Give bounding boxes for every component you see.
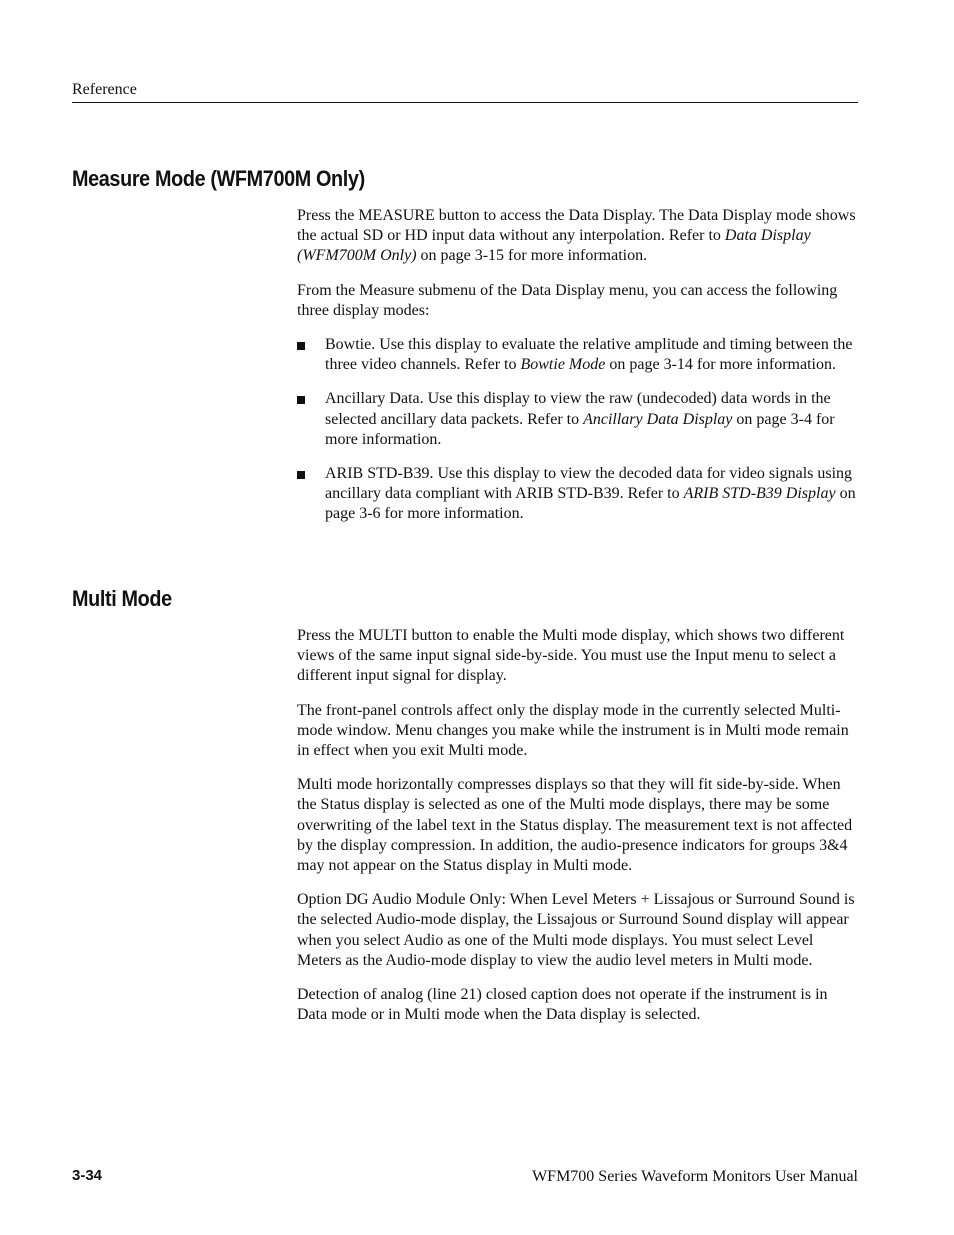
- text: on page 3-15 for more information.: [416, 247, 648, 265]
- square-bullet-icon: [297, 471, 305, 479]
- text: Press the MEASURE button to access the Data Display. The Data Display mode shows the actual SD or HD input data without any interpolation. Refer to: [297, 207, 856, 245]
- text: Ancillary Data. Use this display to view the raw (undecoded) data words in the selected ancillary data packets. Refer to: [325, 390, 831, 428]
- multi-paragraph: Option DG Audio Module Only: When Level Meters + Lissajous or Surround Sound is the selected Audio-mode display, the Lissajous or Surround Sound display will appear when you select Audio as one of the Multi mode displays. You must select Level Meters as the Audio-mode display to view the audio level meters in Multi mode.: [297, 891, 855, 969]
- text: on page 3-14 for more information.: [605, 356, 836, 374]
- multi-paragraph: Press the MULTI button to enable the Multi mode display, which shows two different views of the same input signal side-by-side. You must use the Input menu to select a different input signal for display.: [297, 627, 845, 685]
- cross-reference-link[interactable]: Bowtie Mode: [520, 356, 606, 374]
- multi-paragraph: Detection of analog (line 21) closed caption does not operate if the instrument is in Data mode or in Multi mode when the Data display is selected.: [297, 986, 828, 1024]
- header-rule: [72, 102, 858, 103]
- square-bullet-icon: [297, 396, 305, 404]
- text: on page 3-6 for more information.: [325, 485, 856, 523]
- list-item: [297, 335, 859, 375]
- measure-paragraph: From the Measure submenu of the Data Display menu, you can access the following three display modes:: [297, 281, 838, 319]
- list-item: [297, 389, 859, 450]
- square-bullet-icon: [297, 342, 305, 350]
- list-item: [297, 464, 859, 525]
- cross-reference-link[interactable]: ARIB STD-B39 Display: [683, 485, 836, 503]
- measure-section-body: [297, 206, 859, 539]
- running-header: Reference: [72, 81, 137, 98]
- page-number: 3-34: [72, 1167, 103, 1184]
- section-heading-measure-mode: Measure Mode (WFM700M Only): [72, 166, 365, 191]
- multi-section-body: [297, 626, 859, 1039]
- measure-paragraph: [297, 206, 859, 267]
- text: Bowtie. Use this display to evaluate the relative amplitude and timing between the three video channels. Refer to: [325, 336, 853, 374]
- cross-reference-link[interactable]: Data Display (WFM700M Only): [297, 227, 811, 265]
- cross-reference-link[interactable]: Ancillary Data Display: [583, 410, 733, 428]
- text: on page 3-4 for more information.: [325, 410, 835, 448]
- manual-title: WFM700 Series Waveform Monitors User Manual: [532, 1168, 858, 1185]
- text: ARIB STD-B39. Use this display to view the decoded data for video signals using ancillary data compliant with ARIB STD-B39. Refer to: [325, 465, 853, 503]
- multi-paragraph: The front-panel controls affect only the display mode in the currently selected Multi-mode window. Menu changes you make while the instrument is in Multi mode remain in effect when you exit Multi mode.: [297, 701, 849, 760]
- section-heading-multi-mode: Multi Mode: [72, 586, 172, 611]
- multi-paragraph: Multi mode horizontally compresses displays so that they will fit side-by-side. When the Status display is selected as one of the Multi mode displays, there may be some overwriting of the label text in the Status display. The measurement text is not affected by the display compression. In addition, the audio-presence indicators for groups 3&4 may not appear on the Status display in Multi mode.: [297, 776, 853, 875]
